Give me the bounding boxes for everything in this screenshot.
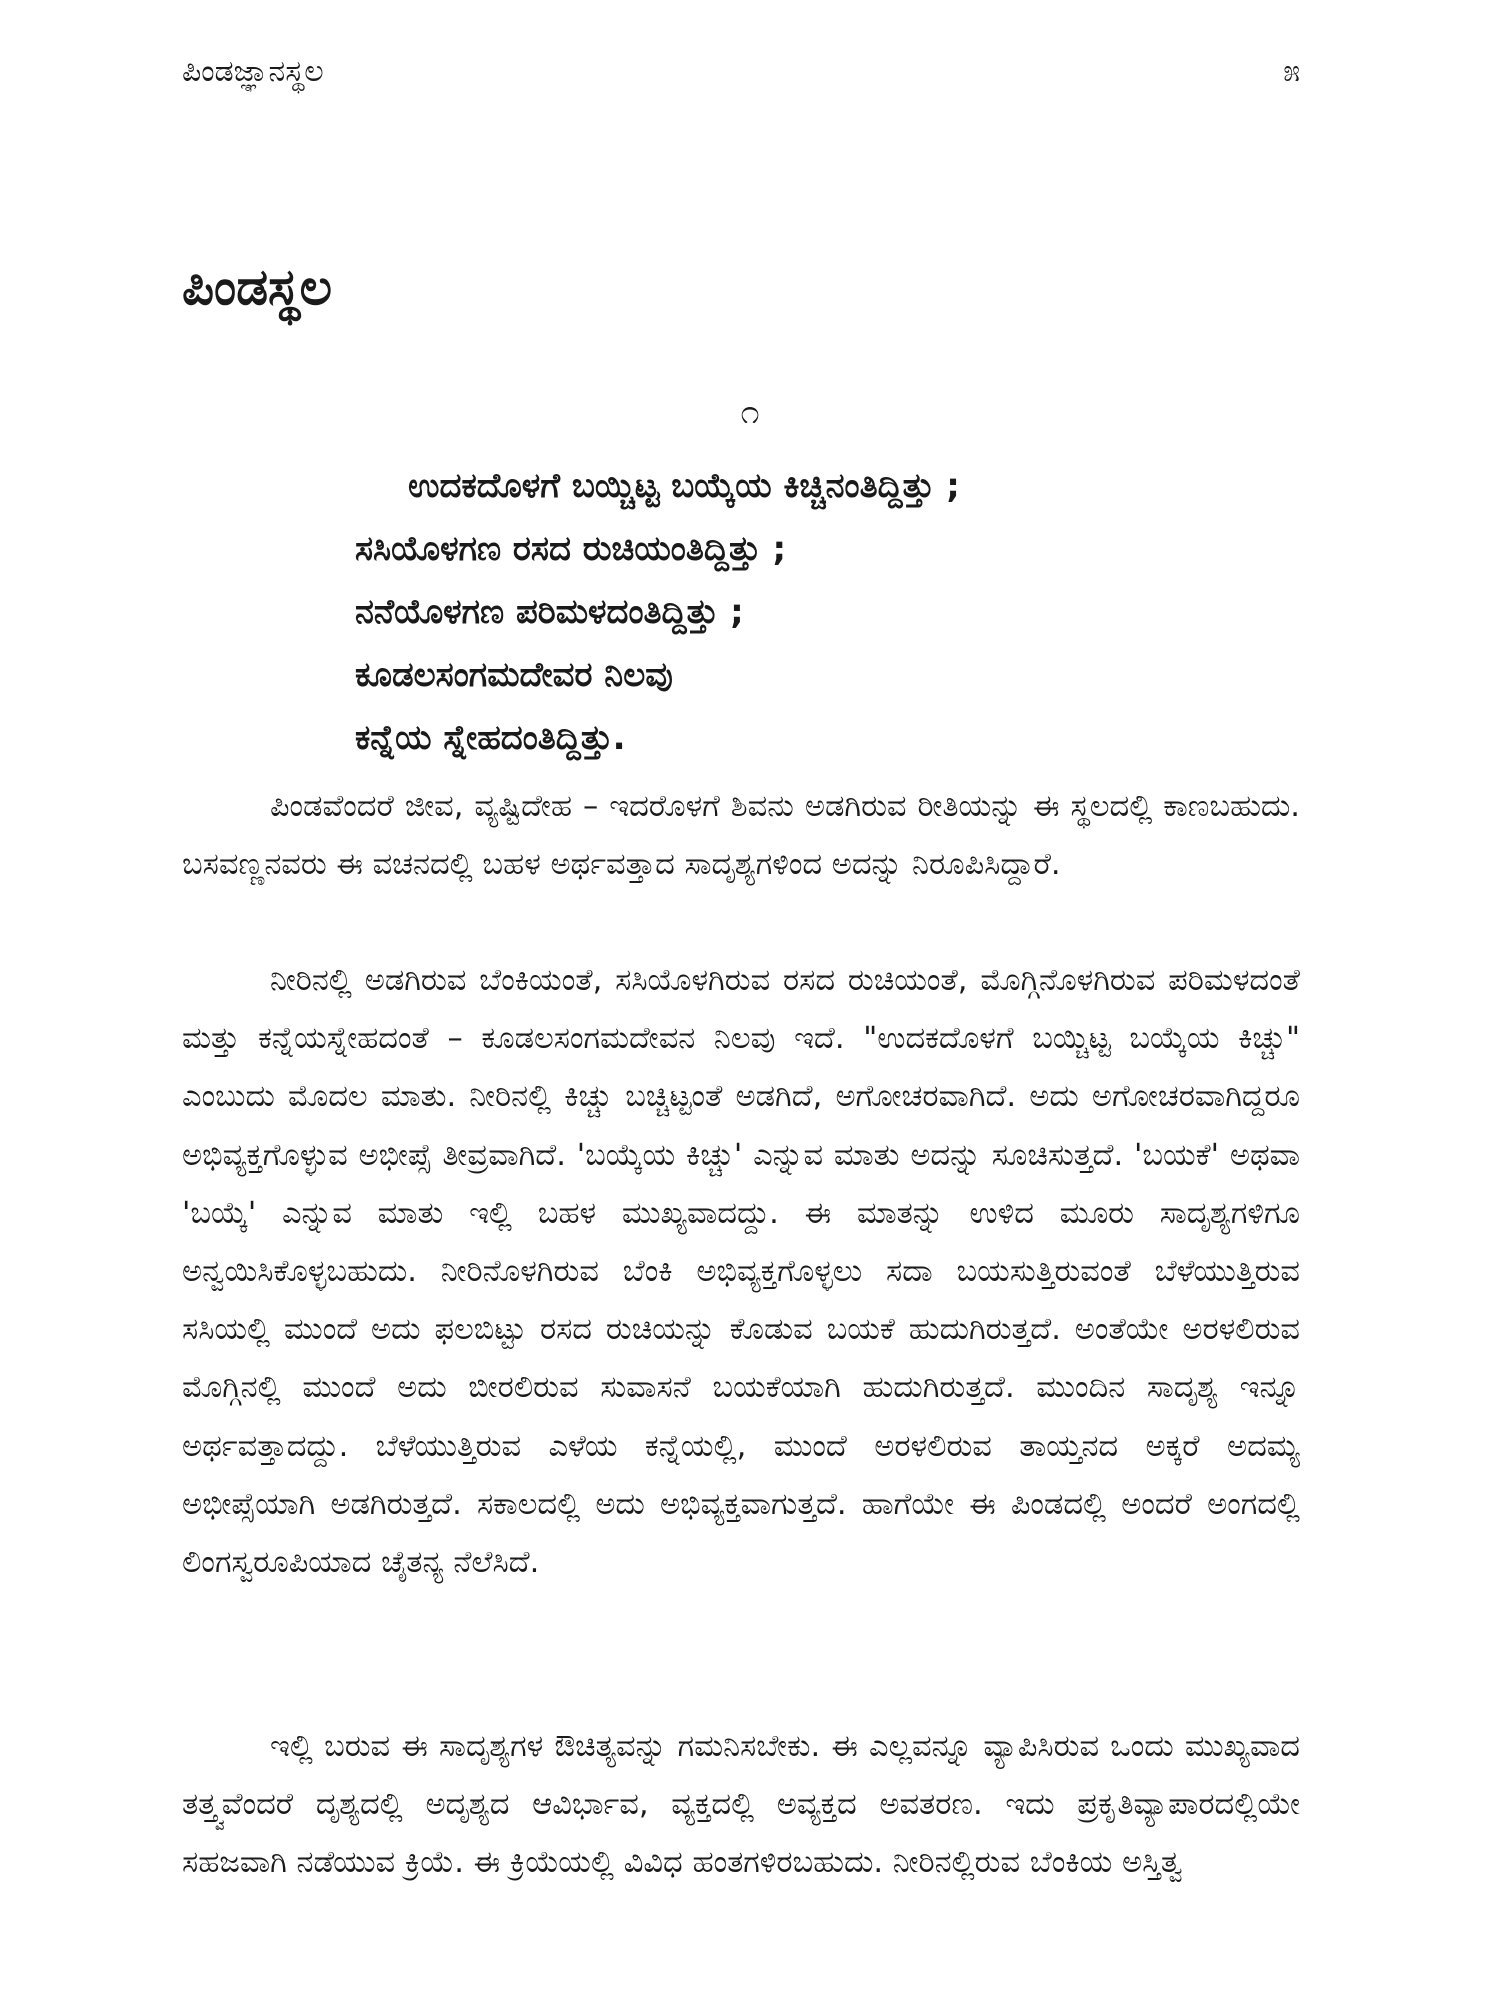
running-head-title: ಪಿಂಡಜ್ಞಾನಸ್ಥಲ — [182, 54, 324, 89]
running-head — [182, 52, 1300, 92]
body-paragraph: ನೀರಿನಲ್ಲಿ ಅಡಗಿರುವ ಬೆಂಕಿಯಂತೆ, ಸಸಿಯೊಳಗಿರುವ ರಸದ ರುಚಿಯಂತೆ, ಮೊಗ್ಗಿನೊಳಗಿರುವ ಪರಿಮಳದಂತೆ ಮತ್ತು ಕನ್ನೆಯಸ್ನೇಹದಂತೆ – ಕೂಡಲಸಂಗಮದೇವನ ನಿಲವು ಇದೆ. "ಉದಕದೊಳಗೆ ಬಯ್ಚಿಟ್ಟ ಬಯ್ಕೆಯ ಕಿಚ್ಚು" ಎಂಬುದು ಮೊದಲ ಮಾತು. ನೀರಿನಲ್ಲಿ ಕಿಚ್ಚು ಬಚ್ಚಿಟ್ಟಂತೆ ಅಡಗಿದೆ, ಅಗೋಚರವಾಗಿದೆ. ಅದು ಅಗೋಚರವಾಗಿದ್ದರೂ ಅಭಿವ್ಯಕ್ತಗೊಳ್ಳುವ ಅಭೀಪ್ಸೆ ತೀವ್ರವಾಗಿದೆ. 'ಬಯ್ಕೆಯ ಕಿಚ್ಚು' ಎನ್ನುವ ಮಾತು ಅದನ್ನು ಸೂಚಿಸುತ್ತದೆ. 'ಬಯಕೆ' ಅಥವಾ 'ಬಯ್ಕೆ' ಎನ್ನುವ ಮಾತು ಇಲ್ಲಿ ಬಹಳ ಮುಖ್ಯವಾದದ್ದು. ಈ ಮಾತನ್ನು ಉಳಿದ ಮೂರು ಸಾದೃಶ್ಯಗಳಿಗೂ ಅನ್ವಯಿಸಿಕೊಳ್ಳಬಹುದು. ನೀರಿನೊಳಗಿರುವ ಬೆಂಕಿ ಅಭಿವ್ಯಕ್ತಗೊಳ್ಳಲು ಸದಾ ಬಯಸುತ್ತಿರುವಂತೆ ಬೆಳೆಯುತ್ತಿರುವ ಸಸಿಯಲ್ಲಿ ಮುಂದೆ ಅದು ಫಲಬಿಟ್ಟು ರಸದ ರುಚಿಯನ್ನು ಕೊಡುವ ಬಯಕೆ ಹುದುಗಿರುತ್ತದೆ. ಅಂತೆಯೇ ಅರಳಲಿರುವ ಮೊಗ್ಗಿನಲ್ಲಿ ಮುಂದೆ ಅದು ಬೀರಲಿರುವ ಸುವಾಸನೆ ಬಯಕೆಯಾಗಿ ಹುದುಗಿರುತ್ತದೆ. ಮುಂದಿನ ಸಾದೃಶ್ಯ ಇನ್ನೂ ಅರ್ಥವತ್ತಾದದ್ದು. ಬೆಳೆಯುತ್ತಿರುವ ಎಳೆಯ ಕನ್ನೆಯಲ್ಲಿ, ಮುಂದೆ ಅರಳಲಿರುವ ತಾಯ್ತನದ ಅಕ್ಕರೆ ಅದಮ್ಯ ಅಭೀಪ್ಸೆಯಾಗಿ ಅಡಗಿರುತ್ತದೆ. ಸಕಾಲದಲ್ಲಿ ಅದು ಅಭಿವ್ಯಕ್ತವಾಗುತ್ತದೆ. ಹಾಗೆಯೇ ಈ ಪಿಂಡದಲ್ಲಿ ಅಂದರೆ ಅಂಗದಲ್ಲಿ ಲಿಂಗಸ್ವರೂಪಿಯಾದ ಚೈತನ್ಯ ನೆಲೆಸಿದೆ. — [182, 963, 1300, 1581]
verse-line: ಸಸಿಯೊಳಗಣ ರಸದ ರುಚಿಯಂತಿದ್ದಿತ್ತು ; — [355, 529, 787, 569]
section-title: ಪಿಂಡಸ್ಥಲ — [182, 258, 333, 316]
body-paragraph: ಇಲ್ಲಿ ಬರುವ ಈ ಸಾದೃಶ್ಯಗಳ ಔಚಿತ್ಯವನ್ನು ಗಮನಿಸಬೇಕು. ಈ ಎಲ್ಲವನ್ನೂ ವ್ಯಾಪಿಸಿರುವ ಒಂದು ಮುಖ್ಯವಾದ ತತ್ತ್ವವೆಂದರೆ ದೃಶ್ಯದಲ್ಲಿ ಅದೃಶ್ಯದ ಆವಿರ್ಭಾವ, ವ್ಯಕ್ತದಲ್ಲಿ ಅವ್ಯಕ್ತದ ಅವತರಣ. ಇದು ಪ್ರಕೃತಿವ್ಯಾಪಾರದಲ್ಲಿಯೇ ಸಹಜವಾಗಿ ನಡೆಯುವ ಕ್ರಿಯೆ. ಈ ಕ್ರಿಯೆಯಲ್ಲಿ ವಿವಿಧ ಹಂತಗಳಿರಬಹುದು. ನೀರಿನಲ್ಲಿರುವ ಬೆಂಕಿಯ ಅಸ್ತಿತ್ವ — [182, 1729, 1300, 1881]
vachana-verse — [355, 455, 1255, 770]
verse-line: ನನೆಯೊಳಗಣ ಪರಿಮಳದಂತಿದ್ದಿತ್ತು ; — [355, 592, 744, 632]
verse-line: ಕನ್ನೆಯ ಸ್ನೇಹದಂತಿದ್ದಿತ್ತು. — [355, 718, 626, 758]
verse-line: ಉದಕದೊಳಗೆ ಬಯ್ಚಿಟ್ಟ ಬಯ್ಕೆಯ ಕಿಚ್ಚಿನಂತಿದ್ದಿತ್ತು ; — [408, 466, 960, 506]
verse-line: ಕೂಡಲಸಂಗಮದೇವರ ನಿಲವು — [355, 655, 673, 695]
vachana-number: ೧ — [740, 392, 760, 432]
body-paragraph: ಪಿಂಡವೆಂದರೆ ಜೀವ, ವ್ಯಷ್ಟಿದೇಹ – ಇದರೊಳಗೆ ಶಿವನು ಅಡಗಿರುವ ರೀತಿಯನ್ನು ಈ ಸ್ಥಲದಲ್ಲಿ ಕಾಣಬಹುದು. ಬಸವಣ್ಣನವರು ಈ ವಚನದಲ್ಲಿ ಬಹಳ ಅರ್ಥವತ್ತಾದ ಸಾದೃಶ್ಯಗಳಿಂದ ಅದನ್ನು ನಿರೂಪಿಸಿದ್ದಾರೆ. — [182, 789, 1300, 883]
page-number: ೫ — [1283, 54, 1300, 89]
